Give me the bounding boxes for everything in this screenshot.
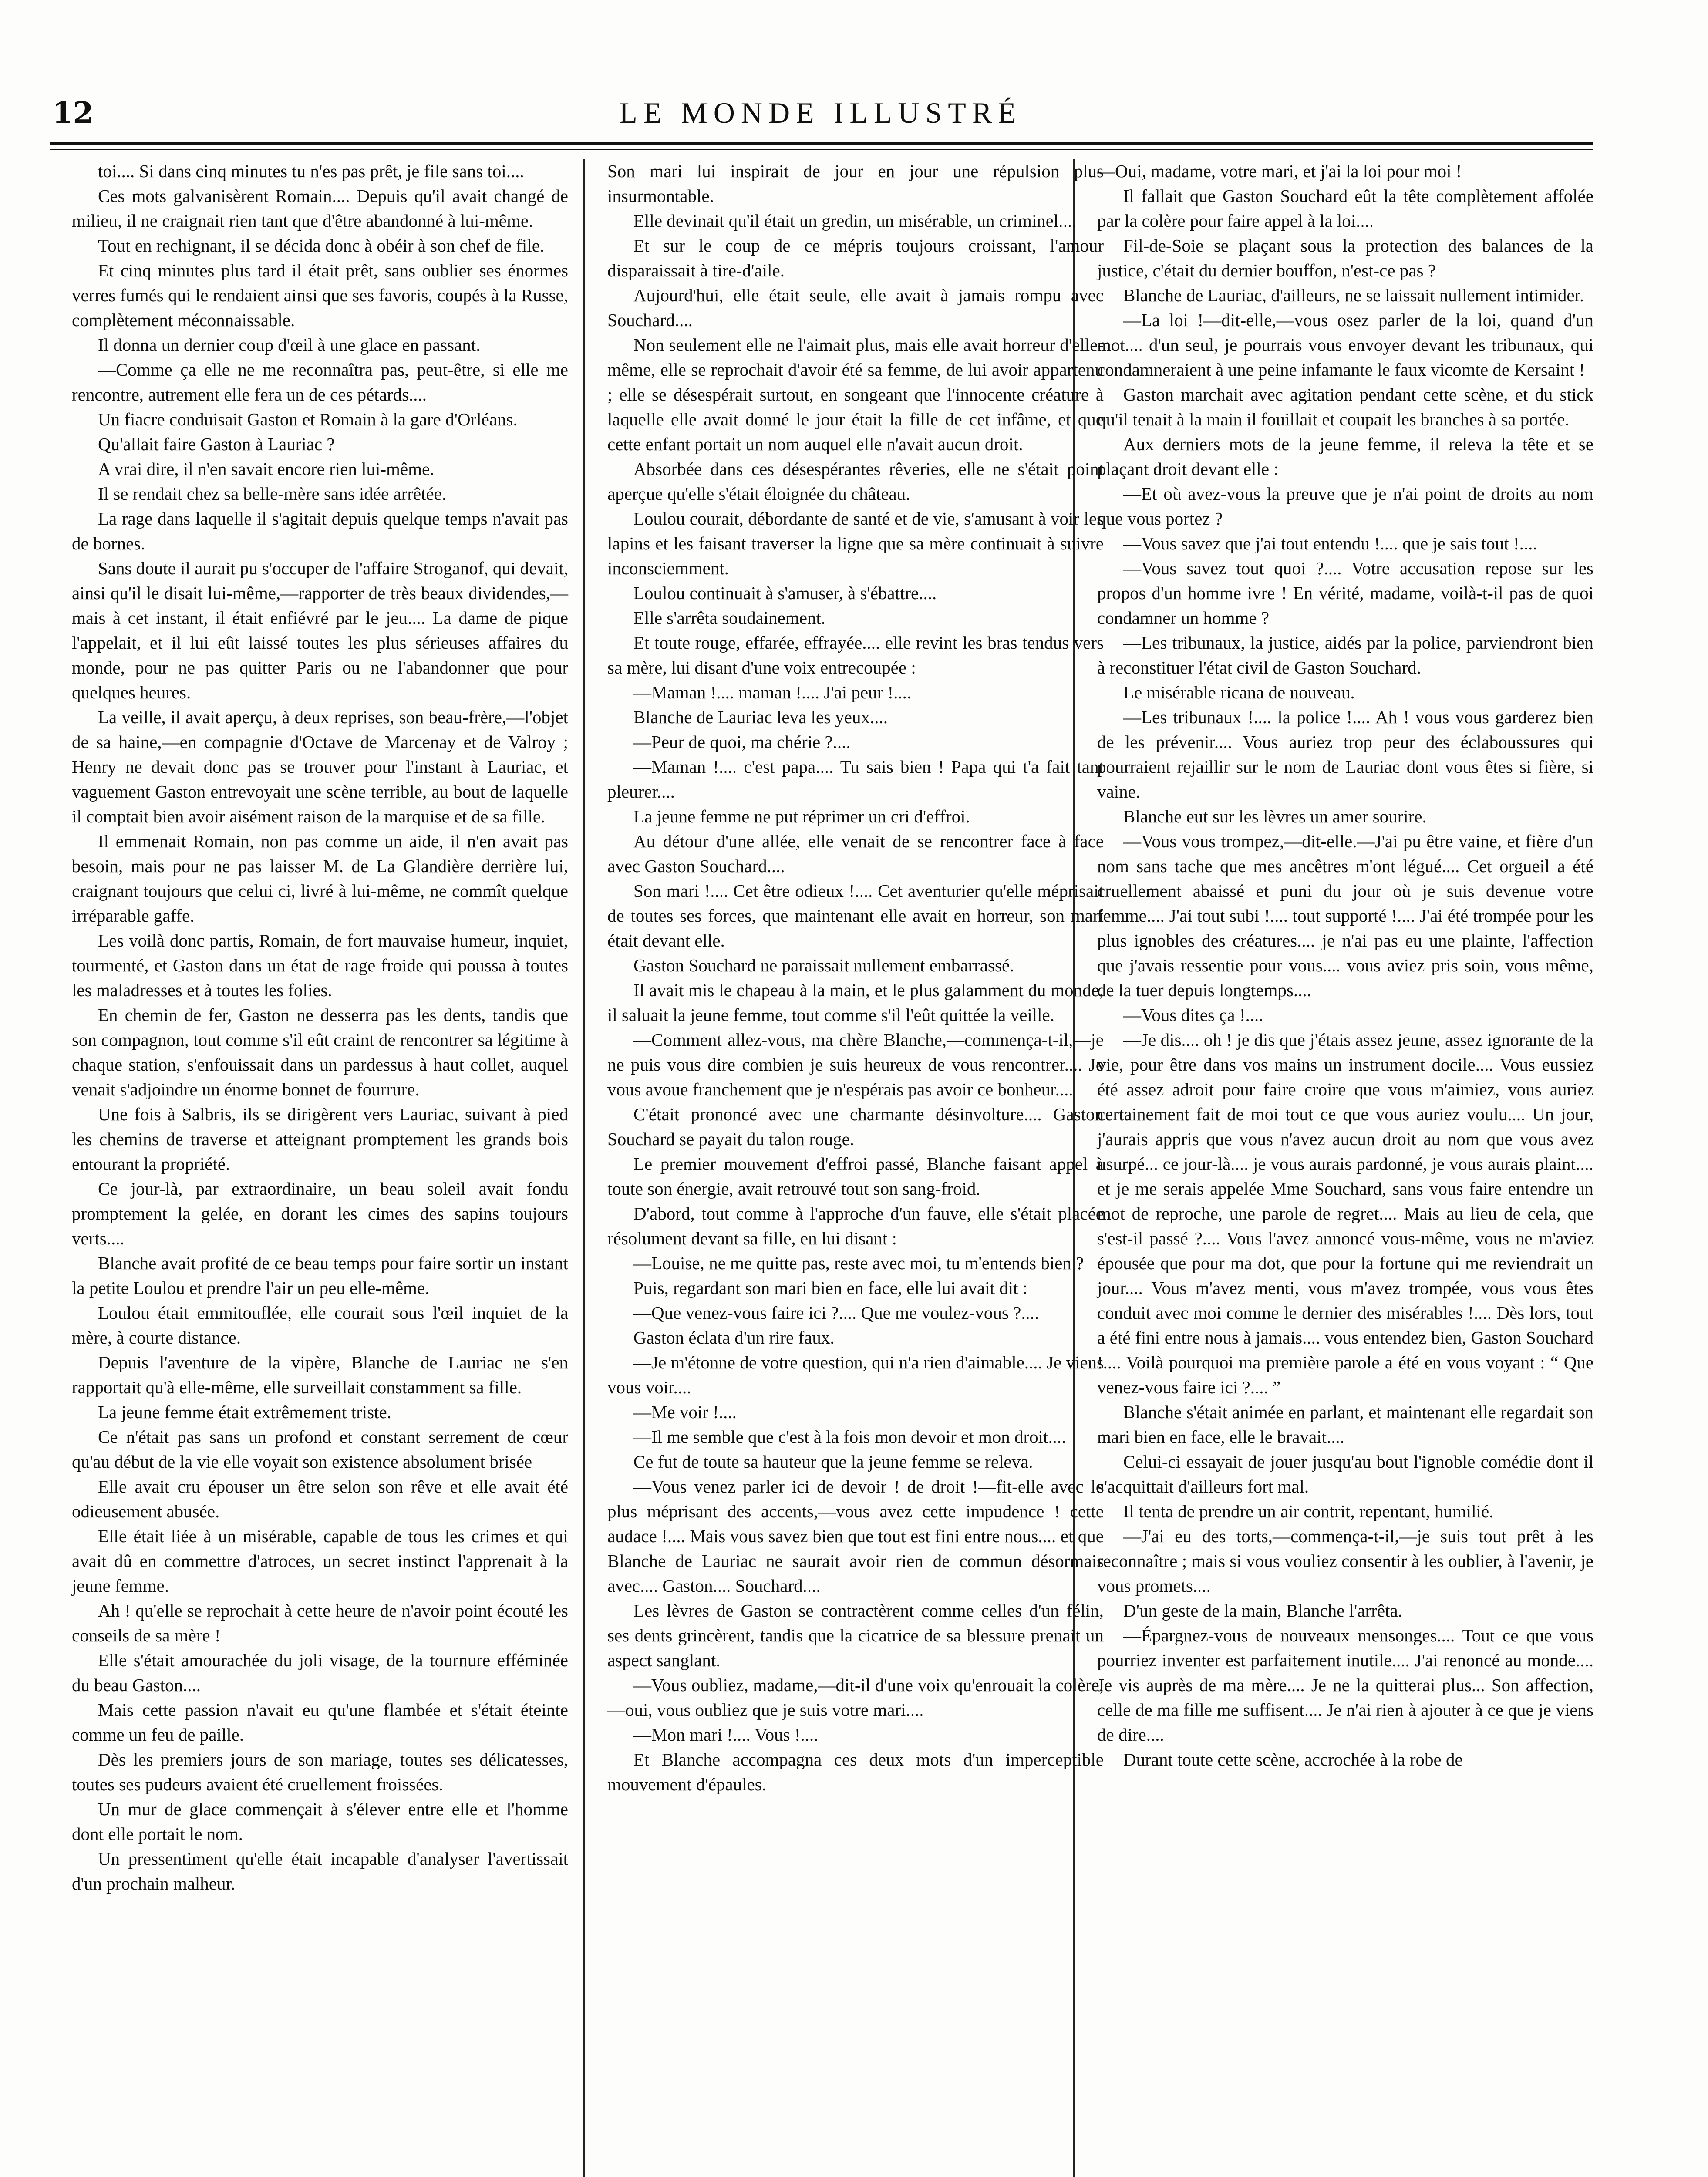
paragraph: Il fallait que Gaston Souchard eût la tête complètement affolée par la colère pour faire appel à la loi.... — [1097, 186, 1593, 231]
paragraph: Mais cette passion n'avait eu qu'une flambée et s'était éteinte comme un feu de paille. — [72, 1700, 568, 1745]
paragraph: C'était prononcé avec une charmante désinvolture.... Gaston Souchard se payait du talon rouge. — [607, 1104, 1104, 1149]
paragraph: —Comment allez-vous, ma chère Blanche,—commença-t-il,—je ne puis vous dire combien je suis heureux de vous rencontrer.... Je vous avoue franchement que je n'espérais pas avoir ce bonheur.... — [607, 1030, 1104, 1099]
header-rule-thick — [50, 142, 1593, 145]
paragraph: Ah ! qu'elle se reprochait à cette heure de n'avoir point écouté les conseils de sa mère ! — [72, 1601, 568, 1645]
column-divider — [583, 159, 585, 2177]
paragraph: Elle s'arrêta soudainement. — [633, 608, 826, 628]
paragraph: Et toute rouge, effarée, effrayée.... elle revint les bras tendus vers sa mère, lui disant d'une voix entrecoupée : — [607, 633, 1104, 677]
paragraph: —Vous savez que j'ai tout entendu !.... que je sais tout !.... — [1123, 533, 1537, 553]
paragraph: Ces mots galvanisèrent Romain.... Depuis qu'il avait changé de milieu, il ne craignait rien tant que d'être abandonné à lui-même. — [72, 186, 568, 231]
paragraph: Gaston Souchard ne paraissait nullement embarrassé. — [633, 955, 1014, 975]
paragraph: La jeune femme ne put réprimer un cri d'effroi. — [633, 806, 970, 826]
paragraph: —Il me semble que c'est à la fois mon devoir et mon droit.... — [633, 1427, 1066, 1447]
paragraph: —Vous vous trompez,—dit-elle.—J'ai pu être vaine, et fière d'un nom sans tache que mes ancêtres m'ont légué.... Cet orgueil a été cruellement abaissé et puni du jour où je suis devenue votre femme.... J'ai tout subi !.... tout supporté !.... J'ai été trompée pour les plus ignobles des créatures.... je n'ai pas eu une plainte, l'affection que j'avais ressentie pour vous.... vous aviez pris soin, vous même, de la tuer depuis longtemps.... — [1097, 831, 1593, 1000]
paragraph: —Me voir !.... — [633, 1402, 737, 1422]
text-column-1 — [72, 159, 568, 1896]
paragraph: Son mari lui inspirait de jour en jour une répulsion plus insurmontable. — [607, 161, 1104, 206]
paragraph: Ce jour-là, par extraordinaire, un beau soleil avait fondu promptement la gelée, en dorant les cimes des sapins toujours verts.... — [72, 1179, 568, 1248]
paragraph: Aujourd'hui, elle était seule, elle avait à jamais rompu avec Souchard.... — [607, 285, 1104, 330]
paragraph: Elle était liée à un misérable, capable de tous les crimes et qui avait dû en commettre d'atroces, un secret instinct l'apprenait à la jeune femme. — [72, 1526, 568, 1596]
paragraph: Un fiacre conduisait Gaston et Romain à la gare d'Orléans. — [98, 409, 518, 429]
paragraph: —Que venez-vous faire ici ?.... Que me voulez-vous ?.... — [633, 1303, 1039, 1323]
paragraph: —Vous savez tout quoi ?.... Votre accusation repose sur les propos d'un homme ivre ! En vérité, madame, voilà-t-il pas de quoi condamner un homme ? — [1097, 558, 1593, 628]
text-column-3 — [1097, 159, 1593, 1772]
paragraph: —Maman !.... c'est papa.... Tu sais bien ! Papa qui t'a fait tant pleurer.... — [607, 757, 1104, 802]
paragraph: Il avait mis le chapeau à la main, et le plus galamment du monde, il saluait la jeune femme, tout comme s'il l'eût quittée la veille. — [607, 980, 1104, 1025]
header-rule-thin — [50, 149, 1593, 150]
paragraph: Blanche de Lauriac, d'ailleurs, ne se laissait nullement intimider. — [1123, 285, 1584, 305]
paragraph: Durant toute cette scène, accrochée à la robe de — [1123, 1749, 1463, 1769]
paragraph: Un mur de glace commençait à s'élever entre elle et l'homme dont elle portait le nom. — [72, 1799, 568, 1844]
paragraph: Loulou courait, débordante de santé et de vie, s'amusant à voir les lapins et les faisant traverser la ligne que sa mère continuait à suivre inconsciemment. — [607, 509, 1104, 578]
paragraph: —Vous dites ça !.... — [1123, 1005, 1263, 1025]
paragraph: La veille, il avait aperçu, à deux reprises, son beau-frère,—l'objet de sa haine,—en compagnie d'Octave de Marcenay et de Valroy ; Henry ne devait donc pas se trouver pour l'instant à Lauriac, et vaguement Gaston entrevoyait une scène terrible, au bout de laquelle il comptait bien avoir aisément raison de la marquise et de sa fille. — [72, 707, 568, 826]
paragraph: —Et où avez-vous la preuve que je n'ai point de droits au nom que vous portez ? — [1097, 484, 1593, 529]
paragraph: Aux derniers mots de la jeune femme, il releva la tête et se plaçant droit devant elle : — [1097, 434, 1593, 479]
paragraph: Qu'allait faire Gaston à Lauriac ? — [98, 434, 335, 454]
text-column-2 — [607, 159, 1104, 1797]
paragraph: —Peur de quoi, ma chérie ?.... — [633, 732, 851, 752]
paragraph: Au détour d'une allée, elle venait de se rencontrer face à face avec Gaston Souchard.... — [607, 831, 1104, 876]
paragraph: Loulou continuait à s'amuser, à s'ébattre.... — [633, 583, 937, 603]
paragraph: Gaston éclata d'un rire faux. — [633, 1328, 835, 1348]
paragraph: —Louise, ne me quitte pas, reste avec moi, tu m'entends bien ? — [633, 1253, 1084, 1273]
paragraph: Un pressentiment qu'elle était incapable d'analyser l'avertissait d'un prochain malheur. — [72, 1849, 568, 1894]
paragraph: —Oui, madame, votre mari, et j'ai la loi pour moi ! — [1097, 161, 1462, 181]
paragraph: Non seulement elle ne l'aimait plus, mais elle avait horreur d'elle-même, elle se reprochait d'avoir été sa femme, de lui avoir appartenu ; elle se désespérait surtout, en songeant que l'innocente créature à laquelle elle avait donné le jour était la fille de cet infâme, et que cette enfant portait un nom auquel elle n'avait aucun droit. — [607, 335, 1104, 454]
paragraph: Elle devinait qu'il était un gredin, un misérable, un criminel.... — [633, 211, 1077, 231]
paragraph: Blanche avait profité de ce beau temps pour faire sortir un instant la petite Loulou et prendre l'air un peu elle-même. — [72, 1253, 568, 1298]
paragraph: —Comme ça elle ne me reconnaîtra pas, peut-être, si elle me rencontre, autrement elle fera un de ces pétards.... — [72, 360, 568, 404]
paragraph: Et cinq minutes plus tard il était prêt, sans oublier ses énormes verres fumés qui le rendaient ainsi que ses favoris, coupés à la Russe, complètement méconnaissable. — [72, 260, 568, 330]
paragraph: —Les tribunaux, la justice, aidés par la police, parviendront bien à reconstituer l'état civil de Gaston Souchard. — [1097, 633, 1593, 677]
paragraph: Le misérable ricana de nouveau. — [1123, 682, 1355, 702]
paragraph: —J'ai eu des torts,—commença-t-il,—je suis tout prêt à les reconnaître ; mais si vous vouliez consentir à les oublier, à l'avenir, je vous promets.... — [1097, 1526, 1593, 1596]
paragraph: Il donna un dernier coup d'œil à une glace en passant. — [98, 335, 481, 355]
paragraph: Fil-de-Soie se plaçant sous la protection des balances de la justice, c'était du dernier bouffon, n'est-ce pas ? — [1097, 236, 1593, 280]
paragraph: —Les tribunaux !.... la police !.... Ah ! vous vous garderez bien de les prévenir.... Vous auriez trop peur des éclaboussures qui pourraient rejaillir sur le nom de Lauriac dont vous êtes si fière, si vaine. — [1097, 707, 1593, 802]
paragraph: Blanche s'était animée en parlant, et maintenant elle regardait son mari bien en face, elle le bravait.... — [1097, 1402, 1593, 1447]
paragraph: Celui-ci essayait de jouer jusqu'au bout l'ignoble comédie dont il s'acquittait d'ailleurs fort mal. — [1097, 1452, 1593, 1496]
page-number: 12 — [52, 96, 94, 131]
paragraph: Et sur le coup de ce mépris toujours croissant, l'amour disparaissait à tire-d'aile. — [607, 236, 1104, 280]
paragraph: —Je m'étonne de votre question, qui n'a rien d'aimable.... Je viens vous voir.... — [607, 1352, 1104, 1397]
paragraph: —La loi !—dit-elle,—vous osez parler de la loi, quand d'un mot.... d'un seul, je pourrais vous envoyer devant les tribunaux, qui condamneraient à une peine infamante le faux vicomte de Kersaint ! — [1097, 310, 1593, 380]
paragraph: toi.... Si dans cinq minutes tu n'es pas prêt, je file sans toi.... — [98, 161, 524, 181]
paragraph: —Vous oubliez, madame,—dit-il d'une voix qu'enrouait la colère,—oui, vous oubliez que je suis votre mari.... — [607, 1675, 1104, 1720]
paragraph: Une fois à Salbris, ils se dirigèrent vers Lauriac, suivant à pied les chemins de traverse et atteignant promptement les grands bois entourant la propriété. — [72, 1104, 568, 1174]
paragraph: Les lèvres de Gaston se contractèrent comme celles d'un félin, ses dents grincèrent, tandis que la cicatrice de sa blessure prenait un aspect sanglant. — [607, 1601, 1104, 1670]
paragraph: —Maman !.... maman !.... J'ai peur !.... — [633, 682, 912, 702]
paragraph: La rage dans laquelle il s'agitait depuis quelque temps n'avait pas de bornes. — [72, 509, 568, 553]
paragraph: —Je dis.... oh ! je dis que j'étais assez jeune, assez ignorante de la vie, pour être dans vos mains un instrument docile.... Vous eussiez été assez adroit pour faire croire que vous m'aimiez, vous auriez certainement fait de moi tout ce que vous auriez voulu.... Un jour, j'aurais appris que vous n'avez aucun droit au nom que vous avez usurpé... ce jour-là.... je vous aurais pardonné, je vous aurais plaint.... et je me serais appelée Mme Souchard, sans vous faire entendre un mot de reproche, une parole de regret.... Mais au lieu de cela, que s'est-il passé ?.... Vous l'avez annoncé vous-même, vous ne m'aviez épousée que pour ma dot, que pour la fortune qui me reviendrait un jour.... Vous m'avez menti, vous m'avez trompée, vous vous êtes conduit avec moi comme le dernier des misérables !.... Dès lors, tout a été fini entre nous à jamais.... vous entendez bien, Gaston Souchard !.... Voilà pourquoi ma première parole a été en vous voyant : “ Que venez-vous faire ici ?.... ” — [1097, 1030, 1593, 1397]
paragraph: Gaston marchait avec agitation pendant cette scène, et du stick qu'il tenait à la main il fouillait et coupait les branches à sa portée. — [1097, 384, 1593, 429]
paragraph: Blanche eut sur les lèvres un amer sourire. — [1123, 806, 1427, 826]
paragraph: Il se rendait chez sa belle-mère sans idée arrêtée. — [98, 484, 447, 504]
paragraph: Loulou était emmitouflée, elle courait sous l'œil inquiet de la mère, à courte distance. — [72, 1303, 568, 1348]
paragraph: Ce n'était pas sans un profond et constant serrement de cœur qu'au début de la vie elle voyait son existence absolument brisée — [72, 1427, 568, 1472]
page-header — [50, 91, 1591, 144]
paragraph: D'un geste de la main, Blanche l'arrêta. — [1123, 1601, 1402, 1621]
paragraph: En chemin de fer, Gaston ne desserra pas les dents, tandis que son compagnon, tout comme s'il eût craint de rencontrer sa légitime à chaque station, s'enfouissait dans un pardessus à haut collet, auquel venait s'adjoindre un énorme bonnet de fourrure. — [72, 1005, 568, 1099]
paragraph: Depuis l'aventure de la vipère, Blanche de Lauriac ne s'en rapportait qu'à elle-même, elle surveillait constamment sa fille. — [72, 1352, 568, 1397]
paragraph: Elle s'était amourachée du joli visage, de la tournure efféminée du beau Gaston.... — [72, 1650, 568, 1695]
paragraph: Son mari !.... Cet être odieux !.... Cet aventurier qu'elle méprisait de toutes ses forces, que maintenant elle avait en horreur, son mari était devant elle. — [607, 881, 1104, 950]
paragraph: Absorbée dans ces désespérantes rêveries, elle ne s'était point aperçue qu'elle s'était éloignée du château. — [607, 459, 1104, 504]
journal-title: LE MONDE ILLUSTRÉ — [619, 96, 1022, 129]
paragraph: Elle avait cru épouser un être selon son rêve et elle avait été odieusement abusée. — [72, 1476, 568, 1521]
paragraph: Le premier mouvement d'effroi passé, Blanche faisant appel à toute son énergie, avait retrouvé tout son sang-froid. — [607, 1154, 1104, 1199]
paragraph: Les voilà donc partis, Romain, de fort mauvaise humeur, inquiet, tourmenté, et Gaston dans un état de rage froide qui poussa à toutes les maladresses et à toutes les folies. — [72, 930, 568, 1000]
paragraph: —Vous venez parler ici de devoir ! de droit !—fit-elle avec le plus méprisant des accents,—vous avez cette impudence ! cette audace !.... Mais vous savez bien que tout est fini entre nous.... et que Blanche de Lauriac ne saurait avoir rien de commun désormais avec.... Gaston.... Souchard.... — [607, 1476, 1104, 1596]
paragraph: —Mon mari !.... Vous !.... — [633, 1725, 819, 1745]
paragraph: Ce fut de toute sa hauteur que la jeune femme se releva. — [633, 1452, 1033, 1472]
paragraph: Il emmenait Romain, non pas comme un aide, il n'en avait pas besoin, mais pour ne pas laisser M. de La Glandière derrière lui, craignant toujours que celui ci, livré à lui-même, ne commît quelque irréparable gaffe. — [72, 831, 568, 926]
paragraph: La jeune femme était extrêmement triste. — [98, 1402, 391, 1422]
paragraph: Dès les premiers jours de son mariage, toutes ses délicatesses, toutes ses pudeurs avaient été cruellement froissées. — [72, 1749, 568, 1794]
paragraph: Et Blanche accompagna ces deux mots d'un imperceptible mouvement d'épaules. — [607, 1749, 1104, 1794]
paragraph: D'abord, tout comme à l'approche d'un fauve, elle s'était placée résolument devant sa fille, en lui disant : — [607, 1203, 1104, 1248]
paragraph: Puis, regardant son mari bien en face, elle lui avait dit : — [633, 1278, 1028, 1298]
paragraph: A vrai dire, il n'en savait encore rien lui-même. — [98, 459, 435, 479]
paragraph: Tout en rechignant, il se décida donc à obéir à son chef de file. — [98, 236, 545, 256]
paragraph: Il tenta de prendre un air contrit, repentant, humilié. — [1123, 1501, 1494, 1521]
paragraph: Blanche de Lauriac leva les yeux.... — [633, 707, 888, 727]
paragraph: Sans doute il aurait pu s'occuper de l'affaire Stroganof, qui devait, ainsi qu'il le disait lui-même,—rapporter de très beaux dividendes,—mais à cet instant, il était enfiévré par le jeu.... La dame de pique l'appelait, et il lui eût laissé toutes les plus sérieuses affaires du monde, pour ne pas quitter Paris ou ne l'abandonner que pour quelques heures. — [72, 558, 568, 702]
paragraph: —Épargnez-vous de nouveaux mensonges.... Tout ce que vous pourriez inventer est parfaitement inutile.... J'ai renoncé au monde.... Je vis auprès de ma mère.... Je ne la quitterai plus... Son affection, celle de ma fille me suffisent.... Je n'ai rien à ajouter à ce que je viens de dire.... — [1097, 1625, 1593, 1745]
